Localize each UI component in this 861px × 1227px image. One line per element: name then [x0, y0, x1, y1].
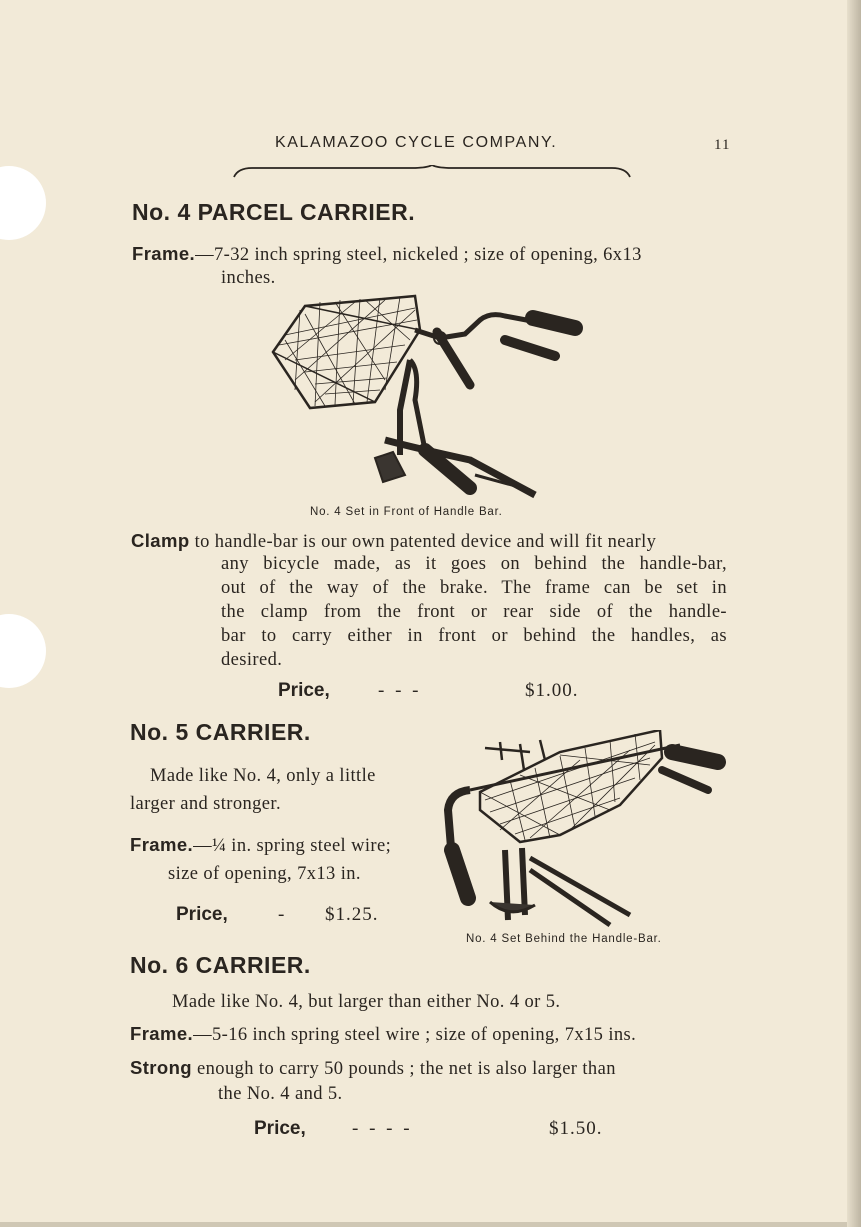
- no5-made-line1: Made like No. 4, only a little: [150, 766, 376, 786]
- no4-frame-text: —7-32 inch spring steel, nickeled ; size of opening, 6x13: [195, 245, 642, 265]
- no5-price-label: Price,: [176, 904, 228, 925]
- no5-heading: No. 5 CARRIER.: [130, 719, 311, 745]
- no5-rear-caption: No. 4 Set Behind the Handle-Bar.: [466, 933, 662, 945]
- clamp-text-line4: the clamp from the front or rear side of the handle-: [221, 602, 727, 622]
- clamp-text-line6: desired.: [221, 650, 283, 670]
- no5-frame-text: —¼ in. spring steel wire;: [193, 836, 392, 856]
- rear-basket-illustration: [440, 730, 730, 930]
- punch-hole-bottom: [0, 614, 46, 688]
- no4-price-dashes: - - -: [378, 680, 422, 701]
- punch-hole-top: [0, 166, 46, 240]
- no4-heading: No. 4 PARCEL CARRIER.: [132, 199, 416, 225]
- no6-price-label: Price,: [254, 1118, 306, 1139]
- no6-price-value: $1.50.: [549, 1118, 603, 1139]
- no6-frame-label: Frame.: [130, 1023, 194, 1044]
- no5-price-dashes: -: [278, 904, 285, 925]
- front-basket-illustration: [265, 290, 595, 505]
- clamp-text-line1: to handle-bar is our own patented device and will fit nearly: [189, 532, 657, 552]
- no4-frame-label: Frame.: [132, 243, 196, 264]
- running-header: KALAMAZOO CYCLE COMPANY.: [275, 134, 558, 151]
- page-number: 11: [714, 137, 731, 153]
- no5-price-value: $1.25.: [325, 904, 379, 925]
- no4-price-value: $1.00.: [525, 680, 579, 701]
- clamp-text-line3: out of the way of the brake. The frame can be set in: [221, 578, 727, 598]
- no5-frame-label: Frame.: [130, 834, 194, 855]
- strong-text-line1: enough to carry 50 pounds ; the net is also larger than: [192, 1059, 616, 1079]
- clamp-text-line5: bar to carry either in front or behind the handles, as: [221, 626, 727, 646]
- no5-frame-text-cont: size of opening, 7x13 in.: [168, 864, 361, 884]
- no4-frame-text-cont: inches.: [221, 268, 276, 288]
- no6-heading: No. 6 CARRIER.: [130, 952, 311, 978]
- header-ornamental-rule: [232, 165, 632, 179]
- no6-price-dashes: - - - -: [352, 1118, 413, 1139]
- clamp-text-line2: any bicycle made, as it goes on behind the handle-bar,: [221, 554, 727, 574]
- page-edge-shadow: [847, 0, 861, 1227]
- no4-front-caption: No. 4 Set in Front of Handle Bar.: [310, 506, 503, 518]
- no5-made-line2: larger and stronger.: [130, 794, 281, 814]
- clamp-label: Clamp: [131, 530, 190, 551]
- strong-label: Strong: [130, 1057, 193, 1078]
- no6-made-line: Made like No. 4, but larger than either No. 4 or 5.: [172, 992, 561, 1012]
- no6-frame-text: —5-16 inch spring steel wire ; size of opening, 7x15 ins.: [193, 1025, 637, 1045]
- strong-text-line2: the No. 4 and 5.: [218, 1084, 343, 1104]
- no4-price-label: Price,: [278, 680, 330, 701]
